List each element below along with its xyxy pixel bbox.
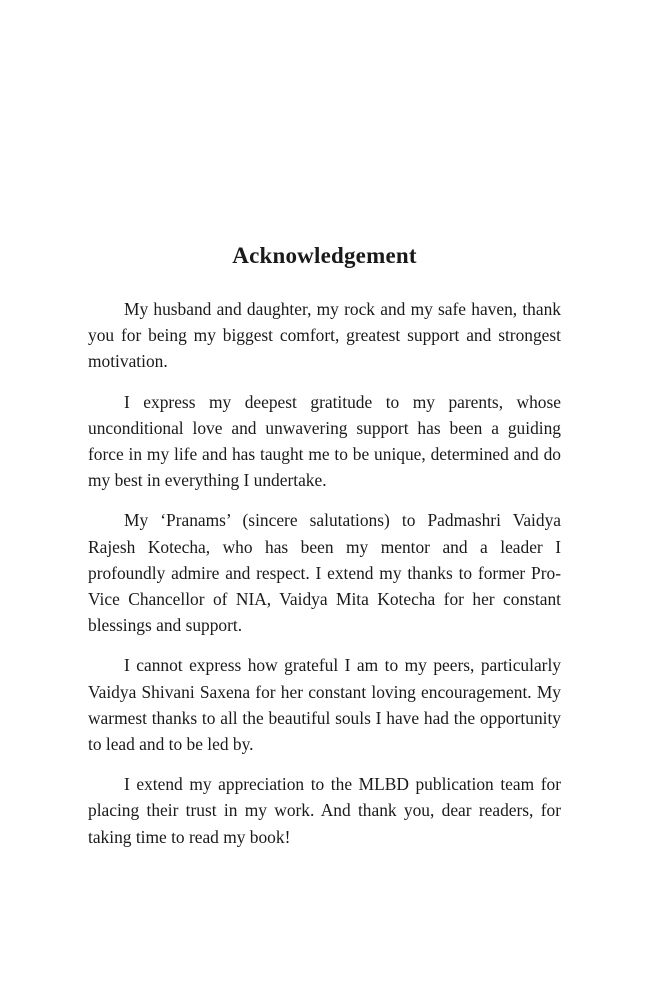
paragraph-peers: I cannot express how grateful I am to my peers, particularly Vaidya Shivani Saxena for her constant loving encouragement. My warmest thanks to all the beautiful souls I have had the opportunity to lead and to be led by. — [88, 655, 561, 755]
acknowledgement-section — [88, 238, 561, 864]
paragraph-family: My husband and daughter, my rock and my safe haven, thank you for being my biggest comfort, greatest support and strongest motivation. — [88, 299, 561, 372]
page-title: Acknowledgement — [232, 243, 417, 268]
paragraph-mentors: My ‘Pranams’ (sincere salutations) to Padmashri Vaidya Rajesh Kotecha, who has been my mentor and a leader I profoundly admire and respect. I extend my thanks to former Pro-Vice Chancellor of NIA, Vaidya Mita Kotecha for her constant blessings and support. — [88, 510, 561, 636]
paragraph-parents: I express my deepest gratitude to my parents, whose unconditional love and unwavering support has been a guiding force in my life and has taught me to be unique, determined and do my best in everything I undertake. — [88, 391, 561, 491]
paragraph-publisher-readers: I extend my appreciation to the MLBD publication team for placing their trust in my work. And thank you, dear readers, for taking time to read my book! — [88, 774, 561, 847]
